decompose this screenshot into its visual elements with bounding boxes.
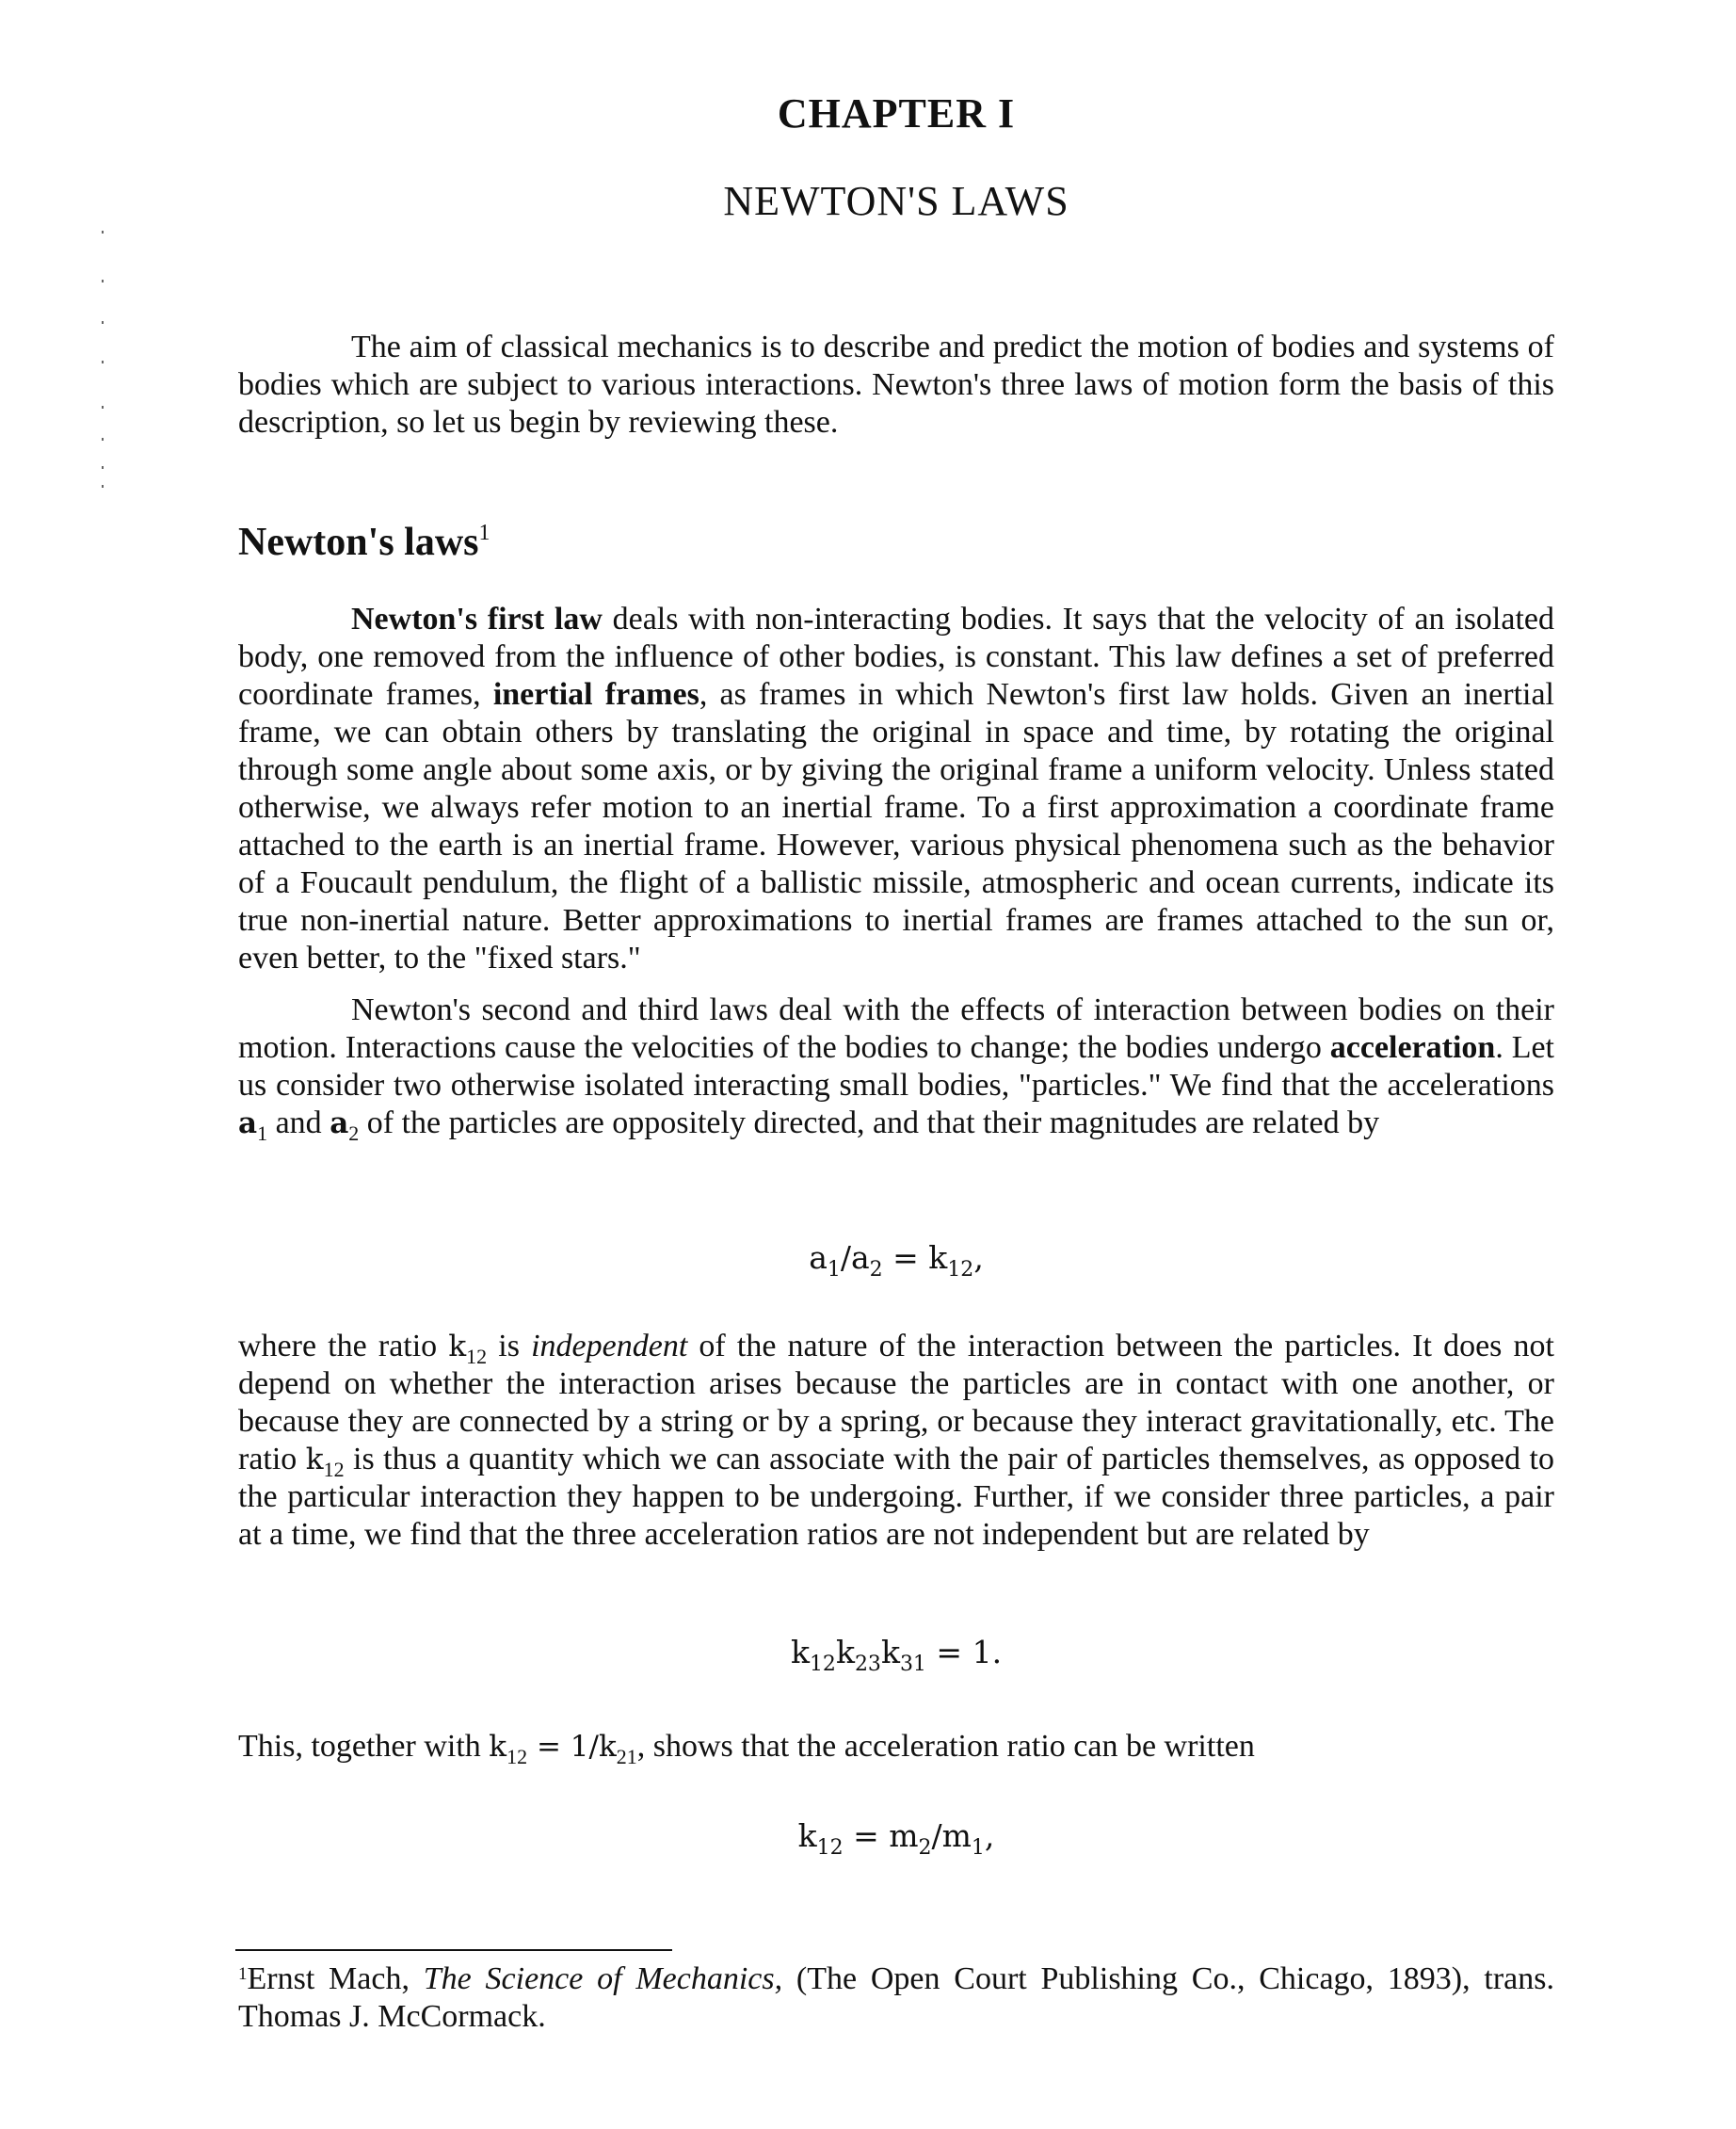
ratio-text-1: where the ratio xyxy=(238,1329,449,1363)
accel-a1-subscript: 1 xyxy=(257,1121,268,1145)
acceleration-term: acceleration xyxy=(1329,1030,1496,1065)
eq2-sub23: 23 xyxy=(854,1653,881,1676)
ratio-paragraph xyxy=(238,1328,1554,1554)
together-paragraph xyxy=(238,1728,1554,1766)
footnote-author: Ernst Mach, xyxy=(247,1961,424,1996)
second-law-text-3: of the particles are oppositely directed, and that their magnitudes are related by xyxy=(359,1105,1380,1140)
chapter-title: NEWTON'S LAWS xyxy=(723,178,1069,224)
ratio-text-3: is thus a quantity which we can associate with the pair of particles themselves, as opposed to the particular interaction they happen to be undergoing. Further, if we consider three particles, a pair at a time, we find that the three acceleration ratios are not independent but are related by xyxy=(238,1442,1554,1552)
eq1-comma: , xyxy=(973,1239,984,1276)
first-law-newtons: Newton's xyxy=(351,602,488,637)
eq2-k3: k xyxy=(880,1634,900,1670)
eq2-k2: k xyxy=(835,1634,855,1670)
equation-ratio-product xyxy=(238,1634,1554,1676)
eq2-sub31: 31 xyxy=(899,1653,926,1676)
and-text: and xyxy=(267,1105,330,1140)
section-heading-text: Newton's laws xyxy=(238,521,479,564)
eq3-slash-m: /m xyxy=(931,1817,972,1854)
accel-a2-symbol: a xyxy=(330,1106,349,1140)
footnote xyxy=(238,1960,1554,2036)
second-law-text-1: Newton's second and third laws deal with the effects of interaction between bodies on their motion. Interactions cause the velocities of the bodies to change; the bodies undergo xyxy=(238,992,1554,1065)
together-text-2: , shows that the acceleration ratio can be written xyxy=(636,1729,1255,1764)
eq1-sub12: 12 xyxy=(947,1258,974,1282)
footnote-publication: (The Open Court Publishing Co., Chicago, 1893), trans. Thomas J. McCormack. xyxy=(238,1961,1555,2034)
together-sub21: 21 xyxy=(616,1745,637,1768)
together-text-1: This, together with xyxy=(238,1729,490,1764)
eq3-sub1: 1 xyxy=(971,1836,985,1860)
eq2-k1: k xyxy=(790,1634,810,1670)
eq1-slash-a: /a xyxy=(840,1239,870,1276)
first-law-term: first law xyxy=(487,602,603,637)
intro-text: The aim of classical mechanics is to describe and predict the motion of bodies and systems of bodies which are subject to various interactions. Newton's three laws of motion form the basis of this description, so let us begin by reviewing these. xyxy=(238,330,1554,440)
first-law-text-1: deals with non-interacting bodies. It says that the velocity of an isolated body, one removed from the influence of other bodies, is constant. This law defines a set of preferred coordinate frames, xyxy=(238,602,1555,712)
ratio-k-symbol: k xyxy=(448,1330,467,1363)
independent-emphasis: independent xyxy=(531,1329,688,1363)
eq1-sub2: 2 xyxy=(869,1258,883,1282)
equation-acceleration-ratio xyxy=(238,1239,1554,1282)
accel-a1-symbol: a xyxy=(238,1106,258,1140)
eq3-comma: , xyxy=(984,1817,995,1854)
second-third-law-paragraph xyxy=(238,992,1554,1145)
ratio-k-subscript: 12 xyxy=(466,1345,488,1368)
eq1-a: a xyxy=(809,1239,828,1276)
section-heading xyxy=(238,520,1554,565)
ratio-is-text: is xyxy=(487,1329,532,1363)
equation-mass-ratio xyxy=(238,1817,1554,1860)
footnote-reference: 1 xyxy=(478,521,490,545)
eq2-sub12: 12 xyxy=(809,1653,836,1676)
eq2-equals-one: = 1. xyxy=(925,1634,1003,1670)
intro-paragraph xyxy=(238,329,1554,442)
together-equals: = 1/k xyxy=(527,1730,617,1764)
ratio-k-symbol-2: k xyxy=(305,1443,324,1476)
eq1-equals-k: = k xyxy=(882,1239,948,1276)
eq3-equals-m: = m xyxy=(843,1817,919,1854)
footnote-mark: 1 xyxy=(238,1964,248,1984)
footnote-book-title: The Science of Mechanics, xyxy=(423,1961,783,1996)
together-k: k xyxy=(489,1730,507,1764)
eq3-k: k xyxy=(797,1817,817,1854)
ratio-text-2: of the nature of the interaction between the particles. It does not depend on whether the interaction arises because the particles are in contact with one another, or because they are connected by a string or by a spring, or because they interact gravitationally, etc. The ratio xyxy=(238,1329,1555,1476)
inertial-frames-term: inertial frames xyxy=(492,677,699,712)
first-law-text-2: , as frames in which Newton's first law holds. Given an inertial frame, we can obtain others by translating the original in space and time, by rotating the original through some angle about some axis, or by giving the original frame a uniform velocity. Unless stated otherwise, we always refer motion to an inertial frame. To a first approximation a coordinate frame attached to the earth is an inertial frame. However, various physical phenomena such as the behavior of a Foucault pendulum, the flight of a ballistic missile, atmospheric and ocean currents, indicate its true non-inertial nature. Better approximations to inertial frames are frames attached to the sun or, even better, to the "fixed stars." xyxy=(238,677,1555,976)
second-law-text-2: . Let us consider two otherwise isolated interacting small bodies, "particles." We find that the accelerations xyxy=(238,1030,1554,1103)
eq3-sub2: 2 xyxy=(918,1836,932,1860)
ratio-k-subscript-2: 12 xyxy=(323,1458,345,1481)
footnote-divider xyxy=(235,1949,672,1951)
chapter-label: CHAPTER I xyxy=(777,90,1016,137)
accel-a2-subscript: 2 xyxy=(348,1121,360,1145)
scan-margin-marks xyxy=(102,231,109,499)
together-sub12: 12 xyxy=(506,1745,528,1768)
eq3-sub12: 12 xyxy=(816,1836,844,1860)
eq1-sub1: 1 xyxy=(827,1258,841,1282)
first-law-paragraph xyxy=(238,601,1554,977)
